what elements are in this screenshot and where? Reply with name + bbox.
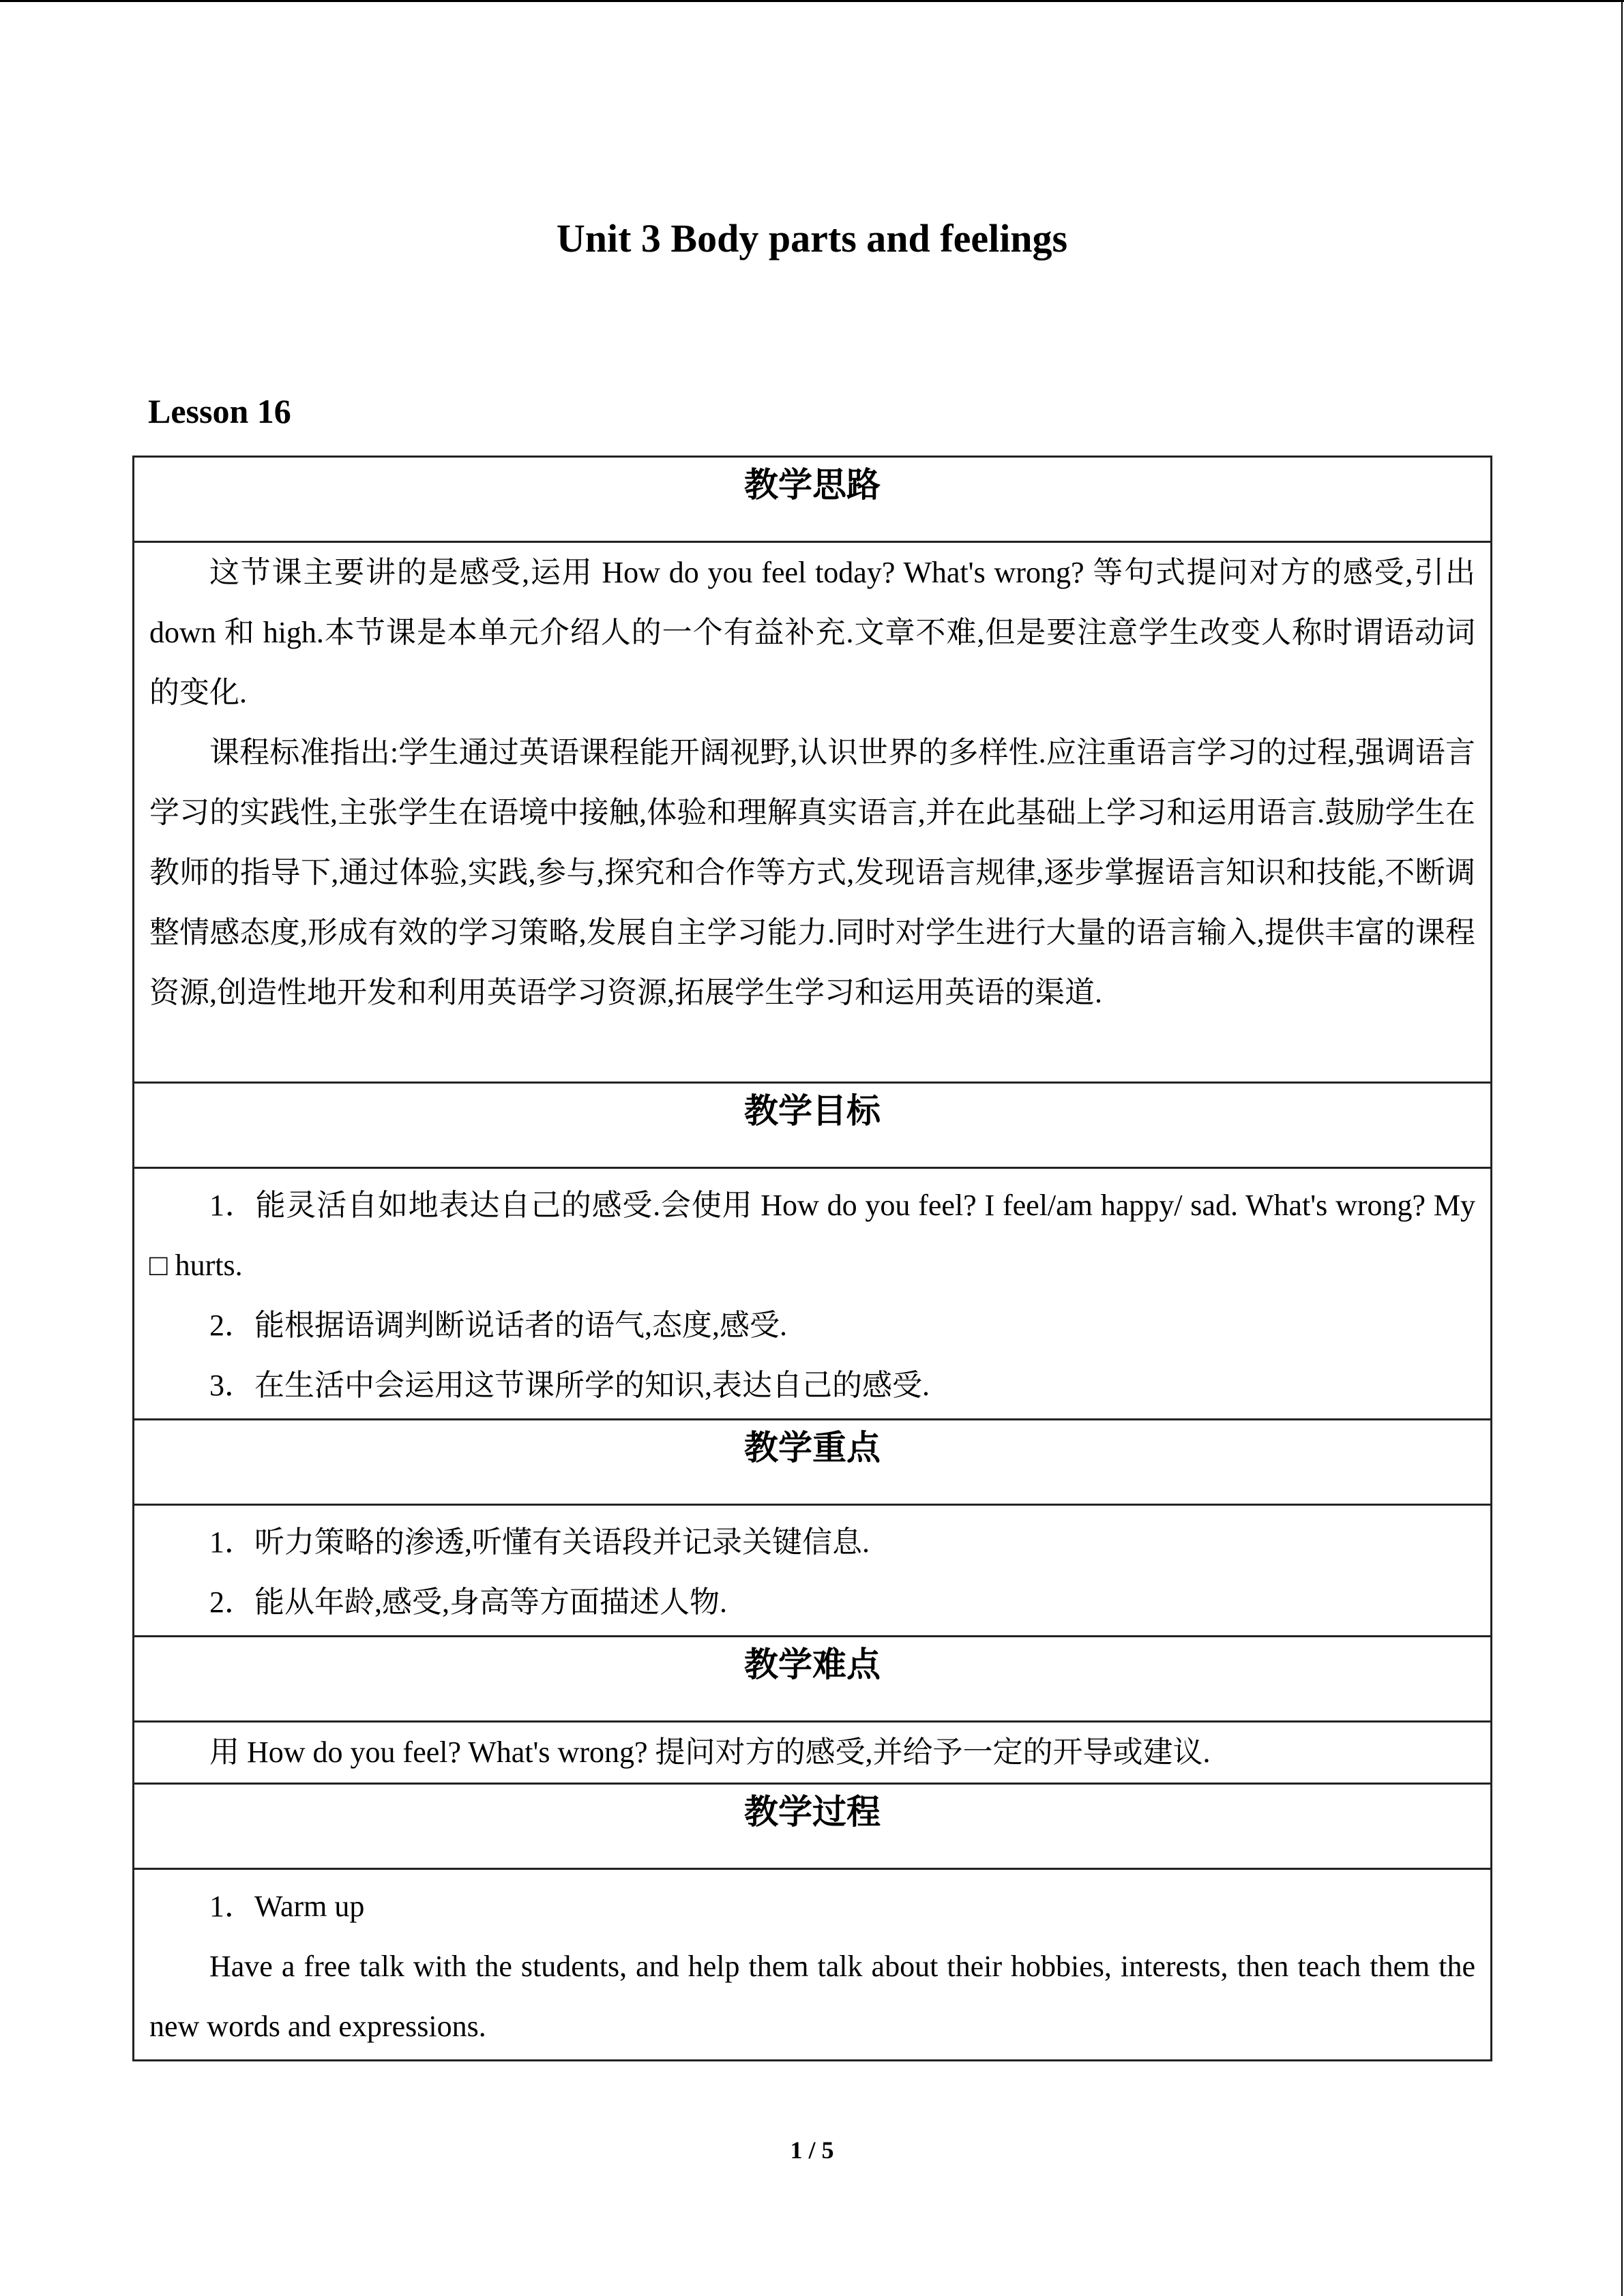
document-title: Unit 3 Body parts and feelings (556, 216, 1068, 260)
section-body-row (134, 1168, 1492, 1420)
objective-item: 2．能根据语调判断说话者的语气,态度,感受. (209, 1309, 787, 1342)
section-heading-approach: 教学思路 (134, 457, 1492, 542)
section-header-row (134, 1083, 1492, 1168)
section-body-objectives (134, 1168, 1492, 1420)
section-heading-difficulties: 教学难点 (134, 1637, 1492, 1722)
key-point-item: 2．能从年龄,感受,身高等方面描述人物. (209, 1585, 727, 1619)
objective-item: 3．在生活中会运用这节课所学的知识,表达自己的感受. (209, 1369, 930, 1402)
section-heading-process: 教学过程 (134, 1784, 1492, 1869)
section-body-difficulties (134, 1722, 1492, 1784)
page-right-border (1621, 0, 1623, 2296)
section-body-row (134, 542, 1492, 1083)
process-step-title: 1．Warm up (209, 1890, 365, 1923)
approach-paragraph: 课程标准指出:学生通过英语课程能开阔视野,认识世界的多样性.应注重语言学习的过程,强调语言学习的实践性,主张学生在语境中接触,体验和理解真实语言,并在此基础上学习和运用语言.鼓励学生在教师的指导下,通过体验,实践,参与,探究和合作等方式,发现语言规律,逐步掌握语言知识和技能,不断调整情感态度,形成有效的学习策略,发展自主学习能力.同时对学生进行大量的语言输入,提供丰富的课程资源,创造性地开发和利用英语学习资源,拓展学生学习和运用英语的渠道. (149, 736, 1475, 1009)
lesson-plan-table (132, 456, 1492, 2061)
objective-item: 1．能灵活自如地表达自己的感受.会使用 How do you feel? I feel/am happy/ sad. What's wrong? My □ hurts. (149, 1189, 1475, 1282)
section-body-row (134, 1722, 1492, 1784)
section-heading-key-points: 教学重点 (134, 1420, 1492, 1505)
lesson-title: Lesson 16 (148, 392, 291, 430)
section-header-row (134, 1420, 1492, 1505)
section-body-approach (134, 542, 1492, 1083)
section-body-row (134, 1505, 1492, 1637)
difficulty-item: 用 How do you feel? What's wrong? 提问对方的感受,并给予一定的开导或建议. (209, 1735, 1211, 1769)
approach-paragraph: 这节课主要讲的是感受,运用 How do you feel today? What's wrong? 等句式提问对方的感受,引出 down 和 high.本节课是本单元介绍人的一个有益补充.文章不难,但是要注意学生改变人称时谓语动词的变化. (149, 556, 1475, 709)
section-body-row (134, 1869, 1492, 2061)
page-indicator: 1 / 5 (790, 2136, 834, 2164)
page-top-border (0, 0, 1624, 2)
section-header-row (134, 457, 1492, 542)
section-body-process (134, 1869, 1492, 2061)
section-heading-objectives: 教学目标 (134, 1083, 1492, 1168)
section-body-key-points (134, 1505, 1492, 1637)
key-point-item: 1．听力策略的渗透,听懂有关语段并记录关键信息. (209, 1525, 870, 1559)
section-header-row (134, 1784, 1492, 1869)
section-header-row (134, 1637, 1492, 1722)
process-step-text: Have a free talk with the students, and help them talk about their hobbies, interests, then teach them the new words and expressions. (149, 1950, 1475, 2043)
